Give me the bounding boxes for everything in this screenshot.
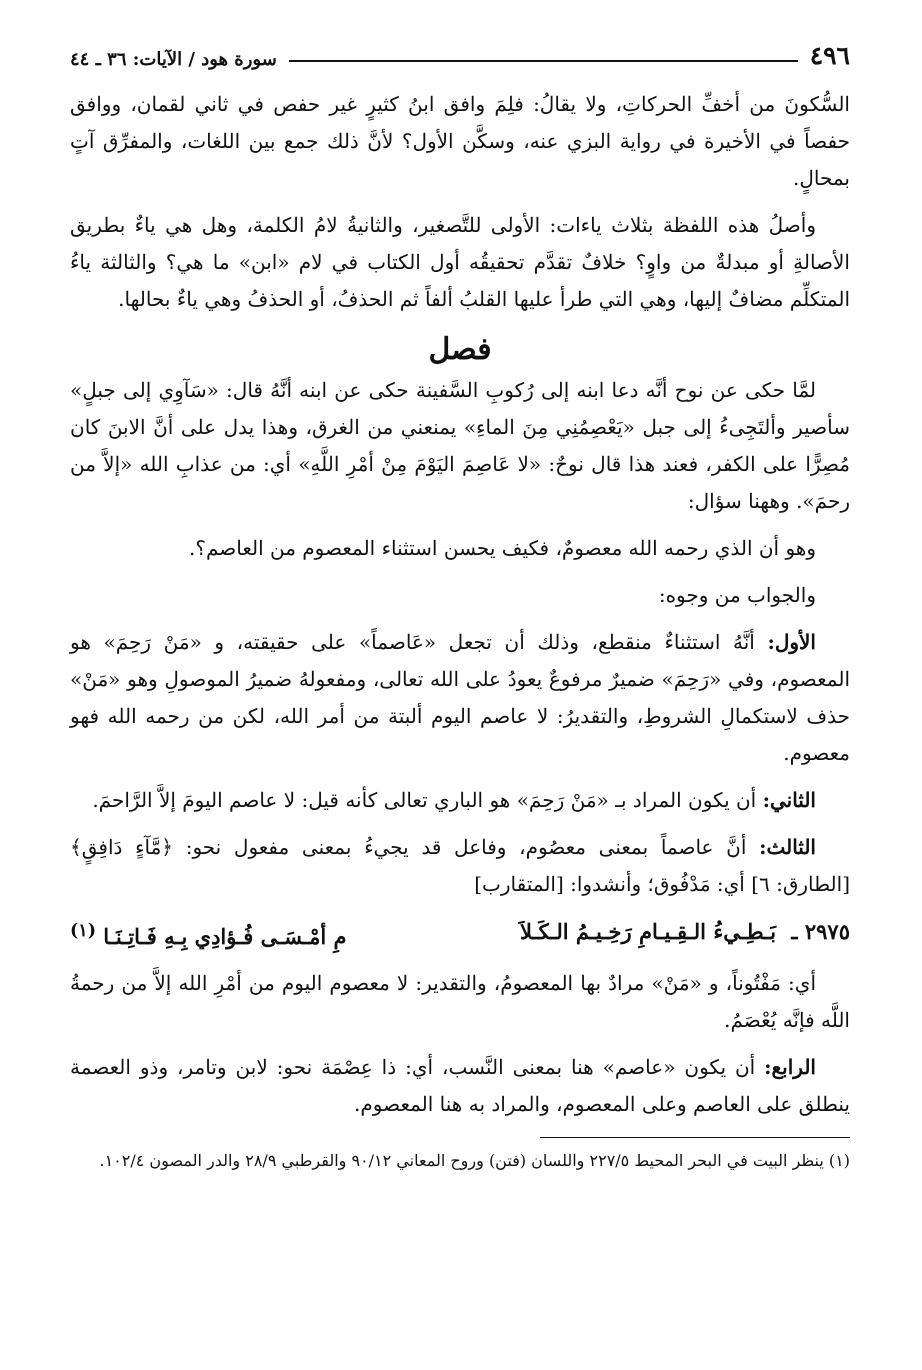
header-rule	[289, 60, 798, 62]
answer-fourth	[70, 1049, 850, 1123]
sura-reference: سورة هود / الآيات: ٣٦ ـ ٤٤	[70, 49, 277, 70]
answer-label: الثاني:	[762, 788, 816, 812]
verse-hemistich-1: بَـطِـيءُ الـقِـيـامِ رَخِـيـمُ الـكَـلاَ	[519, 919, 777, 944]
answer-text: أن يكون المراد بـ «مَنْ رَحِمَ» هو الباري تعالى كأنه قيل: لا عاصم اليومَ إلاَّ الرَّاحمَ.	[92, 788, 757, 812]
verse-second-half	[70, 913, 347, 955]
answer-label: الأول:	[767, 630, 816, 654]
answer-label: الرابع:	[764, 1055, 816, 1079]
footnote: (١) ينظر البيت في البحر المحيط ٢٢٧/٥ واللسان (فتن) وروح المعاني ٩٠/١٢ والقرطبي ٢٨/٩ والدر المصون ١٠٢/٤.	[99, 1151, 850, 1170]
answer-second	[70, 782, 850, 819]
verse-number: ٢٩٧٥ ـ	[791, 919, 850, 944]
answer-third	[70, 829, 850, 903]
question-paragraph: وهو أن الذي رحمه الله معصومٌ، فكيف يحسن استثناء المعصوم من العاصم؟.	[188, 536, 816, 560]
paragraph: أي: مَفْتُوناً، و «مَنْ» مرادٌ بها المعصومُ، والتقدير: لا معصوم اليوم من أمْرِ الله إلاَّ من رحمةُ اللَّه فإنَّه يُعْصَمُ.	[70, 971, 850, 1032]
footnote-rule	[540, 1137, 850, 1138]
page-number: ٤٩٦	[809, 41, 850, 70]
answer-label: الثالث:	[759, 835, 816, 859]
answer-intro: والجواب من وجوه:	[658, 583, 816, 607]
paragraph: لمَّا حكى عن نوح أنَّه دعا ابنه إلى رُكوبِ السَّفينة حكى عن ابنه أنَّهُ قال: «سَآوِي إلى جبلٍ» سأصير وألتَجِىءُ إلى جبل «يَعْصِمُنِي مِنَ الماءِ» يمنعني من الغرق، وهذا يدل على أنَّ الابنَ كان مُصِرًّا على الكفر، فعند هذا قال نوحٌ: «لا عَاصِمَ اليَوْمَ مِنْ أمْرِ اللَّهِ» أي: من عذابِ الله «إلاَّ من رحمَ». وههنا سؤال:	[70, 378, 850, 513]
footnote-marker: (١)	[70, 921, 96, 941]
answer-first	[70, 624, 850, 772]
page-content	[70, 86, 850, 1176]
verse-first-half	[520, 913, 850, 955]
page-header	[70, 32, 850, 70]
answer-text: أنَّ عاصماً بمعنى معصُوم، وفاعل قد يجيءُ بمعنى مفعول نحو: ﴿مَّآءٍ دَافِقٍ﴾ [الطارق: ٦] أي: مَدْفُوق؛ وأنشدوا: [المتقارب]	[70, 835, 850, 896]
section-title: فصل	[428, 332, 492, 367]
poetry-verse	[70, 913, 850, 955]
verse-hemistich-2: مِ أمْـسَـى فُـؤادِي بِـهِ فَـاتِـنَـا	[103, 924, 347, 949]
answer-text: أن يكون «عاصم» هنا بمعنى النَّسب، أي: ذا عِصْمَة نحو: لابن وتامر، وذو العصمة ينطلق على العاصم وعلى المعصوم، والمراد به هنا المعصوم.	[70, 1055, 850, 1116]
answer-text: أنَّهُ استثناءٌ منقطع، وذلك أن تجعل «عَاصماً» على حقيقته، و «مَنْ رَحِمَ» هو المعصوم، وفي «رَحِمَ» ضميرٌ مرفوعٌ يعودُ على الله تعالى، ومفعولهُ ضميرُ الموصولِ وهو «مَنْ» حذف لاستكمالِ الشروطِ، والتقديرُ: لا عاصم اليوم ألبتة من أمر الله، لكن من رحمه الله فهو معصوم.	[70, 630, 850, 765]
book-page	[70, 32, 850, 1176]
paragraph: السُّكونَ من أخفِّ الحركاتِ، ولا يقالُ: فلِمَ وافق ابنُ كثيرٍ غير حفص في ثاني لقمان، ووافق حفصاً في الأخيرة في رواية البزي عنه، وسكَّن الأول؟ لأنَّ ذلك جمع بين اللغات، والمفرِّق آتٍ بمحالٍ.	[70, 92, 850, 190]
paragraph: وأصلُ هذه اللفظة بثلاث ياءات: الأولى للتَّصغير، والثانيةُ لامُ الكلمة، وهل هي ياءٌ بطريق الأصالةِ أو مبدلةٌ من واوٍ؟ خلافٌ تقدَّم تحقيقُه أول الكتاب في لام «ابن» ما هي؟ والثالثة ياءُ المتكلِّم مضافٌ إليها، وهي التي طرأ عليها القلبُ ألفاً ثم الحذفُ، أو الحذفُ وهي ياءٌ بحالها.	[70, 213, 850, 311]
